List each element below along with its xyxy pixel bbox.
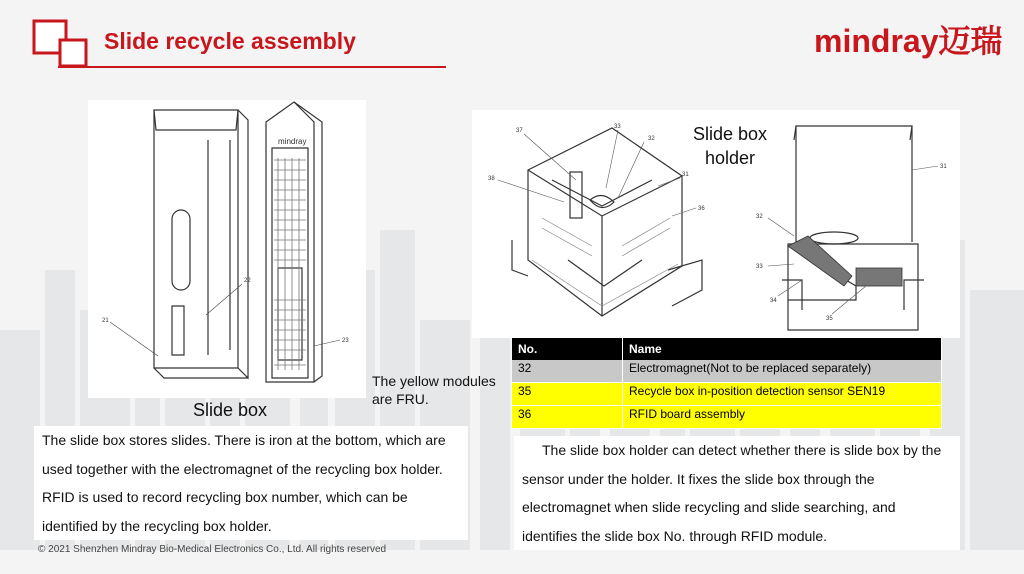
callout-label: 23 bbox=[342, 338, 349, 344]
column-header-no: No. bbox=[512, 338, 623, 360]
callout-label: 34 bbox=[770, 298, 777, 304]
callout-label: 21 bbox=[102, 318, 109, 324]
callout-label: 32 bbox=[756, 214, 763, 220]
part-name-cell: Recycle box in-position detection sensor SEN19 bbox=[623, 383, 942, 406]
page-title: Slide recycle assembly bbox=[104, 28, 356, 54]
slide-box-drawing bbox=[88, 100, 366, 398]
slide-box-label: Slide box bbox=[192, 400, 268, 420]
section-logo-icon bbox=[30, 18, 90, 68]
callout-label: 37 bbox=[516, 128, 523, 134]
copyright-footer: © 2021 Shenzhen Mindray Bio-Medical Electronics Co., Ltd. All rights reserved bbox=[38, 544, 387, 555]
slide-box-drawing-panel bbox=[88, 100, 366, 398]
part-number-cell: 35 bbox=[512, 383, 623, 406]
part-name-cell: Electromagnet(Not to be replaced separately) bbox=[623, 360, 942, 383]
fru-note: The yellow modules are FRU. bbox=[372, 373, 496, 407]
table-header-row bbox=[512, 338, 942, 360]
callout-label: 33 bbox=[756, 264, 763, 270]
holder-description: The slide box holder can detect whether there is slide box by the sensor under the holder. It fixes the slide box through the electromagnet when slide recycling and slide searching, and identifies the slide box No. through RFID module. bbox=[514, 436, 960, 550]
part-name-cell: RFID board assembly bbox=[623, 406, 942, 429]
callout-label: 36 bbox=[698, 206, 705, 212]
part-number-cell: 36 bbox=[512, 406, 623, 429]
callout-label: 31 bbox=[940, 164, 947, 170]
slide-box-description: The slide box stores slides. There is iron at the bottom, which are used together with the electromagnet of the recycling box holder. RFID is used to record recycling box number, which can be identified by the recycling box holder. bbox=[34, 426, 468, 540]
slide-box-engraving: mindray bbox=[278, 137, 307, 146]
callout-label: 33 bbox=[614, 124, 621, 130]
slide-box-holder-label: Slide box holder bbox=[692, 124, 768, 168]
table-row bbox=[512, 360, 942, 383]
callout-label: 38 bbox=[488, 176, 495, 182]
table-row bbox=[512, 383, 942, 406]
brand-cjk: 迈瑞 bbox=[938, 23, 1003, 59]
column-header-name: Name bbox=[623, 338, 942, 360]
title-underline bbox=[58, 66, 446, 68]
part-number-cell: 32 bbox=[512, 360, 623, 383]
callout-label: 35 bbox=[826, 316, 833, 322]
callout-label: 32 bbox=[648, 136, 655, 142]
brand-latin: mindray bbox=[814, 23, 939, 59]
table-row bbox=[512, 406, 942, 429]
parts-table bbox=[512, 338, 942, 429]
callout-label: 31 bbox=[682, 172, 689, 178]
brand-logo bbox=[814, 16, 1003, 62]
callout-label: 22 bbox=[244, 278, 251, 284]
